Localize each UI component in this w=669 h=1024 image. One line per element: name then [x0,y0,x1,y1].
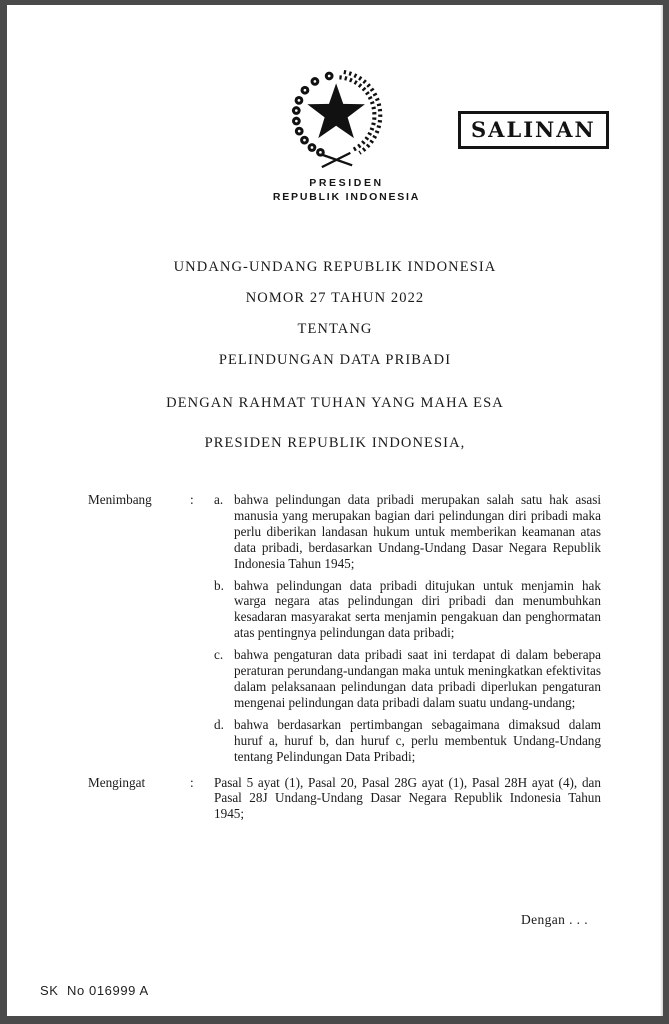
consideration-item-c [214,647,601,711]
sk-number: SK No 016999 A [40,983,149,998]
menimbang-items [214,492,601,765]
presidential-emblem-icon [288,69,386,169]
item-marker: c. [214,647,224,663]
consideration-item-b [214,578,601,642]
invocation-line: DENGAN RAHMAT TUHAN YANG MAHA ESA [166,395,504,411]
menimbang-label: Menimbang [88,492,152,507]
page-edge-shadow [660,5,663,1016]
page-catchword: Dengan . . . [520,912,588,927]
title-line-2: NOMOR 27 TAHUN 2022 [245,290,425,306]
mengingat-colon: : [190,774,194,790]
consideration-item-d [214,717,601,765]
letterhead-line1: PRESIDEN [309,177,384,189]
document-title [7,252,663,376]
item-text: bahwa berdasarkan pertimbangan sebagaimana dimaksud dalam huruf a, huruf b, dan huruf c, perlu membentuk Undang-Undang tentang Pelindungan Data Pribadi; [234,716,601,764]
item-text: bahwa pelindungan data pribadi ditujukan untuk menjamin hak warga negara atas pelindungan diri pribadi dan menumbuhkan kesadaran masyarakat serta menjamin pengakuan dan penghormatan atas pentingnya pelindungan data pribadi; [234,577,601,641]
letterhead-line2: REPUBLIK INDONESIA [272,191,421,203]
mengingat-clause [88,775,601,823]
issuer-line: PRESIDEN REPUBLIK INDONESIA, [204,435,466,451]
stem-cross-icon [322,153,352,167]
menimbang-clause [88,492,601,765]
preamble-clauses [88,492,601,822]
mengingat-label: Mengingat [88,774,146,790]
title-line-1: UNDANG-UNDANG REPUBLIK INDONESIA [173,259,497,275]
title-line-4: PELINDUNGAN DATA PRIBADI [218,352,452,368]
star-icon [307,83,365,138]
mengingat-text: Pasal 5 ayat (1), Pasal 20, Pasal 28G ayat (1), Pasal 28H ayat (4), dan Pasal 28J Undang-Undang Dasar Negara Republik Indonesia Tahun 1945; [214,774,601,822]
consideration-item-a [214,492,601,572]
letterhead [259,177,434,204]
menimbang-colon: : [190,492,194,507]
document-page [7,5,663,1016]
salinan-stamp: SALINAN [458,111,609,149]
item-marker: a. [214,492,224,507]
item-marker: d. [214,716,224,732]
title-line-3: TENTANG [297,321,373,337]
item-marker: b. [214,577,224,593]
item-text: bahwa pengaturan data pribadi saat ini terdapat di dalam beberapa peraturan perundang-undangan maka untuk meningkatkan efektivitas dalam pelaksanaan pelindungan data pribadi diperlukan pengaturan mengenai pelindungan data pribadi dalam suatu undang-undang; [234,647,601,710]
item-text: bahwa pelindungan data pribadi merupakan salah satu hak asasi manusia yang merupakan bagian dari pelindungan diri pribadi maka perlu diberikan landasan hukum untuk memberikan keamanan atas data pribadi, berdasarkan Undang-Undang Dasar Negara Republik Indonesia Tahun 1945; [234,492,601,571]
